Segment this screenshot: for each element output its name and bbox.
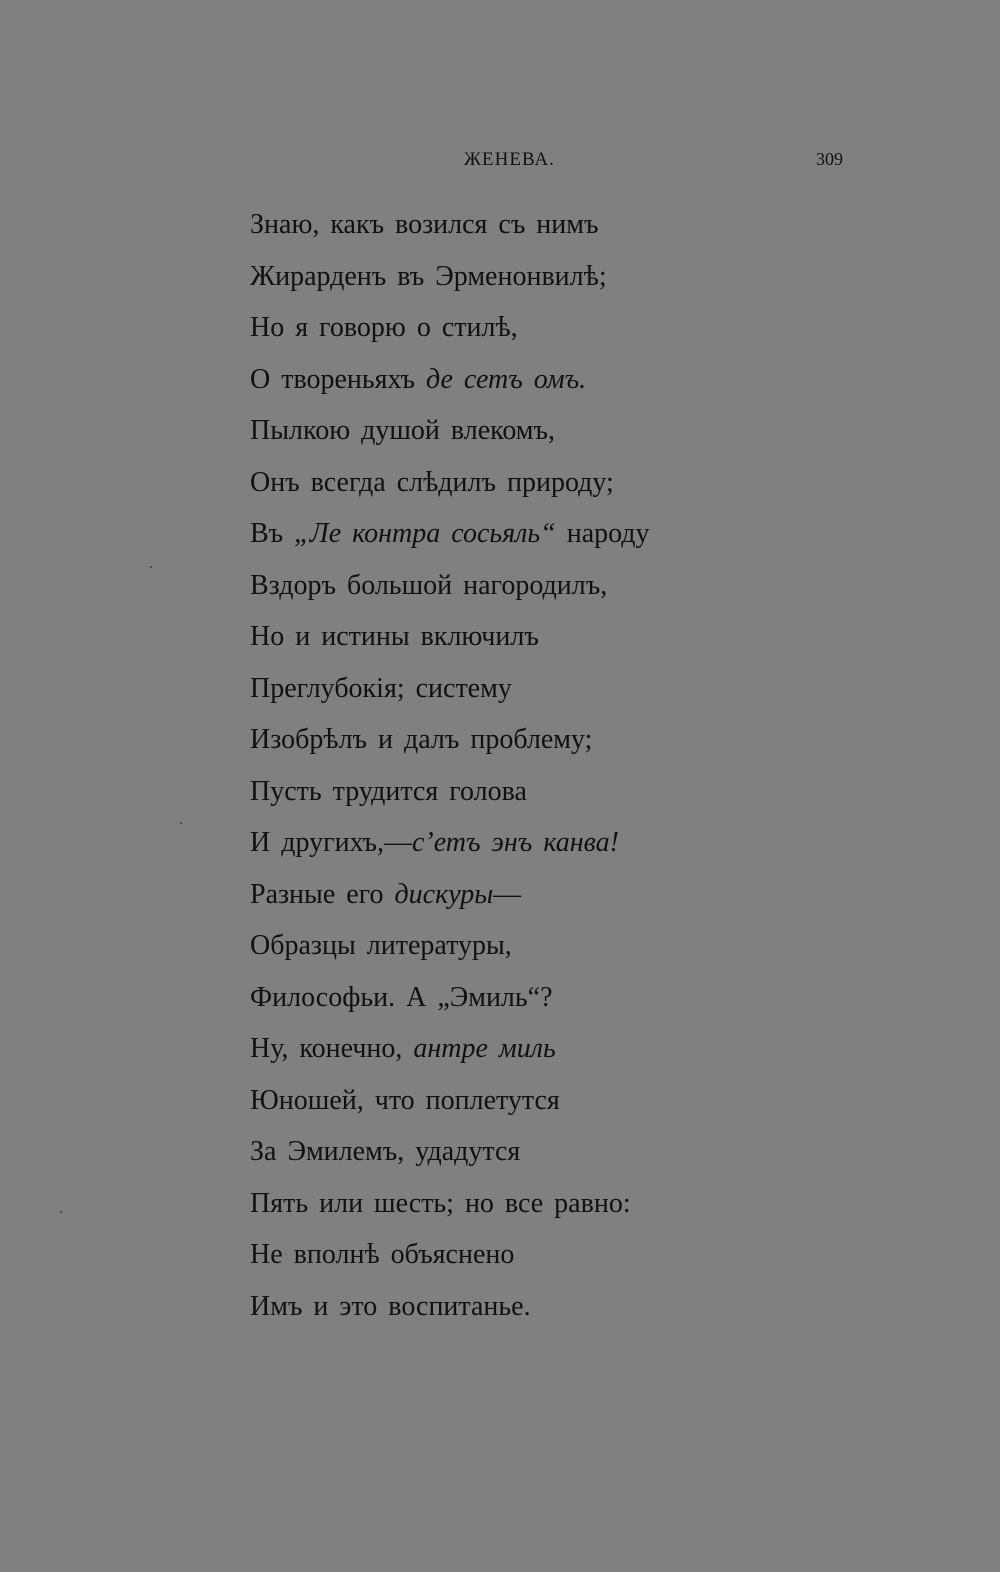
- verse-text: народу: [555, 518, 650, 549]
- verse-line: [250, 869, 810, 921]
- verse-text: И другихъ,—: [250, 827, 412, 858]
- verse-text: Преглубокія; систему: [250, 672, 512, 704]
- paper-speck: [60, 1211, 62, 1213]
- verse-line: [250, 354, 810, 406]
- verse-line: [250, 508, 810, 560]
- verse-text: Философьи. А „Эмиль“?: [250, 981, 553, 1013]
- verse-italic-text: дискуры: [394, 878, 494, 910]
- verse-line: [250, 1126, 810, 1178]
- paper-speck: [150, 566, 152, 568]
- verse-italic-text: де сетъ омъ.: [425, 363, 587, 395]
- verse-text: Образцы литературы,: [250, 930, 512, 961]
- verse-line: [250, 560, 810, 612]
- verse-italic-text: „Ле контра сосьяль“: [294, 518, 556, 549]
- verse-line: [250, 1178, 810, 1230]
- paper-speck: [180, 822, 182, 824]
- verse-line: [250, 1229, 810, 1281]
- verse-text: Но и истины включилъ: [250, 621, 539, 652]
- verse-line: [250, 302, 810, 354]
- verse-line: [250, 199, 810, 251]
- verse-text: Пылкою душой влекомъ,: [250, 415, 555, 446]
- verse-text: Въ: [250, 518, 295, 549]
- verse-text: Разные его: [250, 878, 395, 910]
- verse-text: Пять или шесть; но все равно:: [250, 1187, 631, 1219]
- verse-line: [250, 714, 810, 766]
- page-number: 309: [816, 149, 843, 169]
- verse-line: [250, 766, 810, 818]
- verse-line: [250, 1023, 810, 1075]
- verse-text: Ну, конечно,: [250, 1033, 414, 1064]
- verse-text: Жирарденъ въ Эрменонвилѣ;: [250, 260, 607, 292]
- verse-line: [250, 251, 810, 303]
- verse-line: [250, 1281, 810, 1333]
- running-head: [0, 146, 1000, 176]
- verse-line: [250, 817, 810, 869]
- verse-italic-text: антре миль: [413, 1033, 556, 1064]
- verse-text: Но я говорю о стилѣ,: [250, 312, 518, 343]
- verse-text: Знаю, какъ возился съ нимъ: [250, 209, 599, 240]
- running-title: ЖЕНЕВА.: [464, 149, 555, 170]
- poem-text: [250, 199, 810, 1332]
- verse-italic-text: с’етъ энъ канва!: [411, 827, 619, 858]
- verse-text: Вздоръ большой нагородилъ,: [250, 569, 608, 601]
- verse-text: Юношей, что поплетутся: [250, 1084, 560, 1116]
- verse-line: [250, 457, 810, 509]
- verse-text: Пусть трудится голова: [250, 775, 527, 807]
- verse-text: Имъ и это воспитанье.: [250, 1290, 531, 1322]
- verse-line: [250, 920, 810, 972]
- verse-text: Онъ всегда слѣдилъ природу;: [250, 466, 614, 498]
- verse-text: —: [493, 878, 522, 910]
- verse-text: За Эмилемъ, удадутся: [250, 1136, 521, 1167]
- verse-line: [250, 405, 810, 457]
- verse-line: [250, 1075, 810, 1127]
- verse-line: [250, 663, 810, 715]
- verse-text: Изобрѣлъ и далъ проблему;: [250, 724, 593, 755]
- verse-text: О твореньяхъ: [250, 363, 426, 395]
- verse-line: [250, 611, 810, 663]
- verse-line: [250, 972, 810, 1024]
- verse-text: Не вполнѣ объяснено: [250, 1239, 515, 1270]
